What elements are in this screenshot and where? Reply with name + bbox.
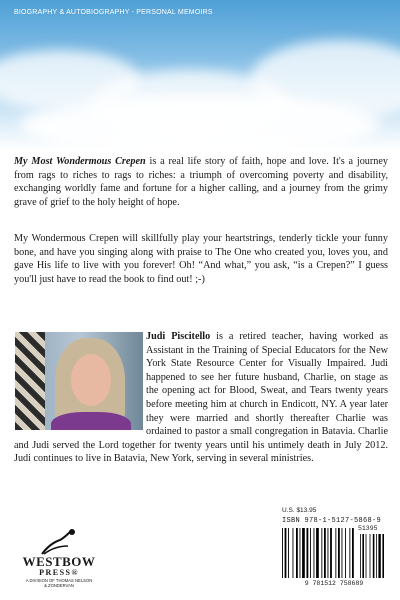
book-title: My Most Wondermous Crepen	[14, 156, 146, 167]
barcode-bars	[282, 528, 386, 578]
barcode-number: 9 781512 758689	[304, 580, 364, 587]
barcode	[278, 526, 390, 592]
author-bio	[14, 330, 388, 466]
blurb-paragraph-2: My Wondermous Crepen will skillfully play your heartstrings, tenderly tickle your funny bone, and have you singing along with praise to The One who created you, loves you, and gave His life to live with you forever! Oh! “And what,” you ask, “is a Crepen?” I guess you'll just have to read the book to find out! ;-)	[14, 233, 388, 285]
blurb-paragraph-1	[14, 155, 388, 209]
sky-background	[0, 0, 400, 150]
isbn-label: ISBN 978-1-5127-5868-9	[282, 517, 382, 525]
author-bio-text: is a retired teacher, having worked as Assistant in the Training of Special Educators for the New York State Resource Center for Visually Impaired. Judi happened to see her future husband, Charlie, on stage as the opening act for Blood, Sweat, and Tears twenty years before meeting him at church in Endicott, NY. A year later they were married and shortly thereafter Charlie was ordained to pastor a small congregation in Batavia. Charlie and Judi served the Lord together for twenty years until his untimely death in July 2012. Judi continues to live in Batavia, New York, serving in several ministries.	[14, 331, 388, 465]
author-name: Judi Piscitello	[146, 331, 211, 342]
category-label: BIOGRAPHY & AUTOBIOGRAPHY - PERSONAL MEMOIRS	[14, 9, 213, 16]
publisher-name: WESTBOW	[22, 554, 96, 569]
publisher-logo	[14, 528, 104, 590]
publisher-division: A DIVISION OF THOMAS NELSON & ZONDERVAN	[25, 578, 93, 588]
blurb-paragraph-1-text: is a real life story of faith, hope and love. It's a journey from rags to riches to rags to riches: a triumph of overcoming poverty and disability, exchanging worldly fame and fortune for a higher calling, and a journey from the grimy grave of grief to the holy height of hope.	[14, 156, 389, 208]
publisher-press: PRESS®	[39, 568, 79, 577]
price-label: U.S. $13.95	[282, 507, 317, 514]
figure-icon	[38, 528, 78, 556]
barcode-addon-number: 51395	[358, 525, 378, 532]
